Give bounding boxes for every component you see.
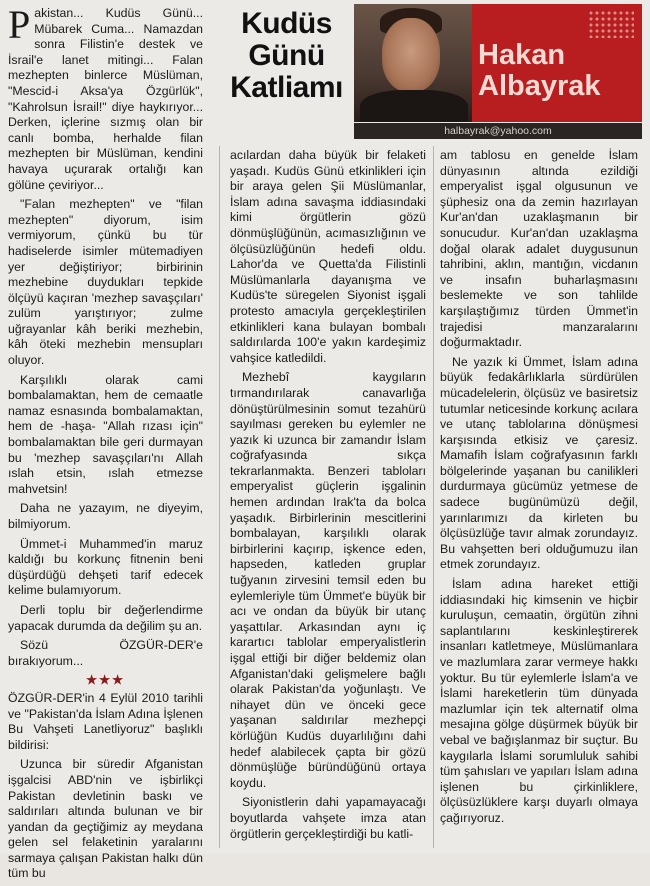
article-paragraph: "Falan mezhepten" ve "filan mezhepten" diyorum, isim vermiyorum, çünkü bu tür hadiselerde isimler mütemadiyen yer değiştiriyor; birbirinin mezhebine duydukları tepkide ölçüyü kaçıran 'mezhep savaşçıları' zulüm yarıştırıyor; zulme uğrayanlar kâh beriki mezhebin, kâh öteki mezhebin mensupları oluyor. <box>8 197 203 368</box>
headline <box>224 8 349 104</box>
decorative-dots <box>588 10 634 38</box>
article-paragraph: Uzunca bir süredir Afganistan işgalcisi ABD'nin ve işbirlikçi Pakistan devletinin baskı ve saldırıları altında bulunan ve bir yandan da geçtiğimiz ay meydana gelen sel felaketinin yaralarını sarmaya çalışan Pakistan halkı dün tüm bu <box>8 757 203 881</box>
paragraph-text: akistan... Kudüs Günü... Mübarek Cuma... Namazdan sonra Filistin'e destek ve İsrail'e lanet mitingi... Falan mezhepten binlerce Müslüman, "Mescid-i Aksa'ya Özgürlük", "Kahrolsun İsrail!" diye haykırıyor... Derken, içlerine sızmış olan bir canlı bomba, herhalde filan mezhepten bir Müslüman, kendini havaya uçurarak ortalığı kan gölüne çeviriyor... <box>8 6 203 192</box>
headline-line: Günü <box>248 39 325 72</box>
article-paragraph: acılardan daha büyük bir felaketi yaşadı. Kudüs Günü etkinlikleri için bir araya gelen Şii Müslümanlar, İslam adına savaşma iddiasındaki kimi örgütlerin gözü dönmüşlüğünün, acımasızlığının ve ölçüsüzlüğünün hedefi oldu. Lahor'da ve Quetta'da Filistinli Müslümanlarla dayanışma ve Kudüs'te süregelen Siyonist işgali protesto amacıyla gerçekleştirilen etkinlikleri kana bulayan bombalı saldırılarda 100'e yakın kardeşimiz vahşice katledildi. <box>230 148 426 365</box>
author-photo <box>354 4 472 122</box>
article-column-2 <box>230 148 426 846</box>
author-banner <box>354 4 642 122</box>
article-paragraph: am tablosu en genelde İslam dünyasının altında ezildiği emperyalist işgal olgusunun ve şüphesiz ona da zemin hazırlayan Kur'an'dan uzaklaşmanın bir sonucudur. Kur'an'dan uzaklaşma doğal olarak adalet duygusunun tahribini, aklın, mantığın, vicdanın ve insafın buharlaşmasını beslemekte ve son tahlilde karşılaştığımız türden Ümmet'in trajedisi manzaralarını doğurmaktadır. <box>440 148 638 350</box>
article-paragraph: Ne yazık ki Ümmet, İslam adına büyük fedakârlıklarla sürdürülen mücadelelerin, ölçüsüz ve basiretsiz tutumlar neticesinde korkunç acılara ve utanç tablolarına dönüşmesi karşısında etkisiz ve çaresiz. Mamafih İslam coğrafyasının farklı bölgelerinde yaşanan bu canilikleri durdurmaya gücümüz yetmese de sadece bugünümüzü değil, yarınlarımızı da kirleten bu ölçüsüzlüğe tavır almak zorundayız. Bu vahşetten beri olduğumuzu ilan etmek zorundayız. <box>440 354 638 572</box>
article-paragraph: Mezhebî kaygıların tırmandırılarak canavarlığa dönüştürülmesinin somut tezahürü sayılması gereken bu eylemler ne yazık ki uzunca bir zamandır İslam coğrafyasında sıkça tekrarlanmakta. Benzeri tabloları emperyalist güçlerin işgalinin hemen ardından Irak'ta da bolca yaşadık. Birbirlerinin mescitlerini bombalayan, karşılıklı olarak birbirlerini kaçırıp, işkence eden, hapseden, katleden gruplar tuğyanın zirvesini temsil eden bu eylemleriyle tüm Ümmet'e büyük bir acı ve ondan da büyük bir utanç yaşattılar. Arkasından aynı iç karartıcı tablolar emperyalistlerin işgal ettiği bir diğer beldemiz olan Afganistan'daki gelişmelere bağlı olarak Pakistan'da yoğunlaştı. Ve nihayet dün ve önceki gece yaşanan saldırılar mezhepçi körlüğün Kudüs duyarlılığını dahi hedef alabilecek çapta bir gözü dönmüşlüğe büründüğünü ortaya koydu. <box>230 370 426 790</box>
section-separator: ★★★ <box>85 673 126 688</box>
headline-line: Kudüs <box>241 7 332 40</box>
article-paragraph: ÖZGÜR-DER'in 4 Eylül 2010 tarihli ve "Pakistan'da İslam Adına İşlenen Bu Vahşeti Lanetliyoruz" başlıklı bildirisi: <box>8 690 203 752</box>
drop-cap: P <box>8 2 31 47</box>
article-paragraph: Siyonistlerin dahi yapamayacağı boyutlarda vahşete imza atan örgütlerin gerçekleştirdiği bu katli- <box>230 795 426 841</box>
author-first-name: Hakan <box>478 39 566 71</box>
column-divider <box>219 146 220 848</box>
column-divider <box>433 146 434 848</box>
article-paragraph: Sözü ÖZGÜR-DER'e bırakıyorum... <box>8 638 203 668</box>
article-column-1 <box>8 2 203 886</box>
article-paragraph: Daha ne yazayım, ne diyeyim, bilmiyorum. <box>8 501 203 531</box>
article-paragraph: Karşılıklı olarak cami bombalamaktan, hem de cemaatle namaz esnasında bombalamaktan, hem de -haşa- "Allah rızası için" bombalamaktan bile geri durmayan bu 'mezhep savaşçıları'nı Allah ıslah etsin, ıslah etmezse mahvetsin! <box>8 372 203 496</box>
author-email: halbayrak@yahoo.com <box>444 125 552 137</box>
article-paragraph: Derli toplu bir değerlendirme yapacak durumda da değilim şu an. <box>8 602 203 633</box>
article-paragraph <box>8 2 203 193</box>
article-paragraph: Ümmet-i Muhammed'in maruz kaldığı bu korkunç fitnenin beni düşürdüğü dehşeti tarif edecek kelime bulamıyorum. <box>8 536 203 598</box>
author-name <box>478 40 638 102</box>
article-paragraph: İslam adına hareket ettiği iddiasındaki hiç kimsenin ve hiçbir kuruluşun, cemaatin, örgütün zihni saplantılarını keskinleştirerek insanları katletmeye, Müslümanlara ve mazlumlara zarar vermeye hakkı yoktur. Bu tür eylemlerle İslam'a ve İslami hareketlerin tüm dünyada mazlumlar için tek alternatif olma mesajına gölge düşürmek büyük bir vebal ve bağışlanmaz bir suçtur. Bu kaygılarla İslami sorumluluk sahibi tüm şahısları ve yapıları İslam adına işlenen bu çirkinliklere, ölçüsüzlüklere karşı duyarlı olmaya çağırıyoruz. <box>440 577 638 825</box>
article-column-3 <box>440 148 638 831</box>
headline-line: Katliamı <box>230 71 343 104</box>
author-last-name: Albayrak <box>478 70 601 102</box>
email-bar <box>354 123 642 139</box>
